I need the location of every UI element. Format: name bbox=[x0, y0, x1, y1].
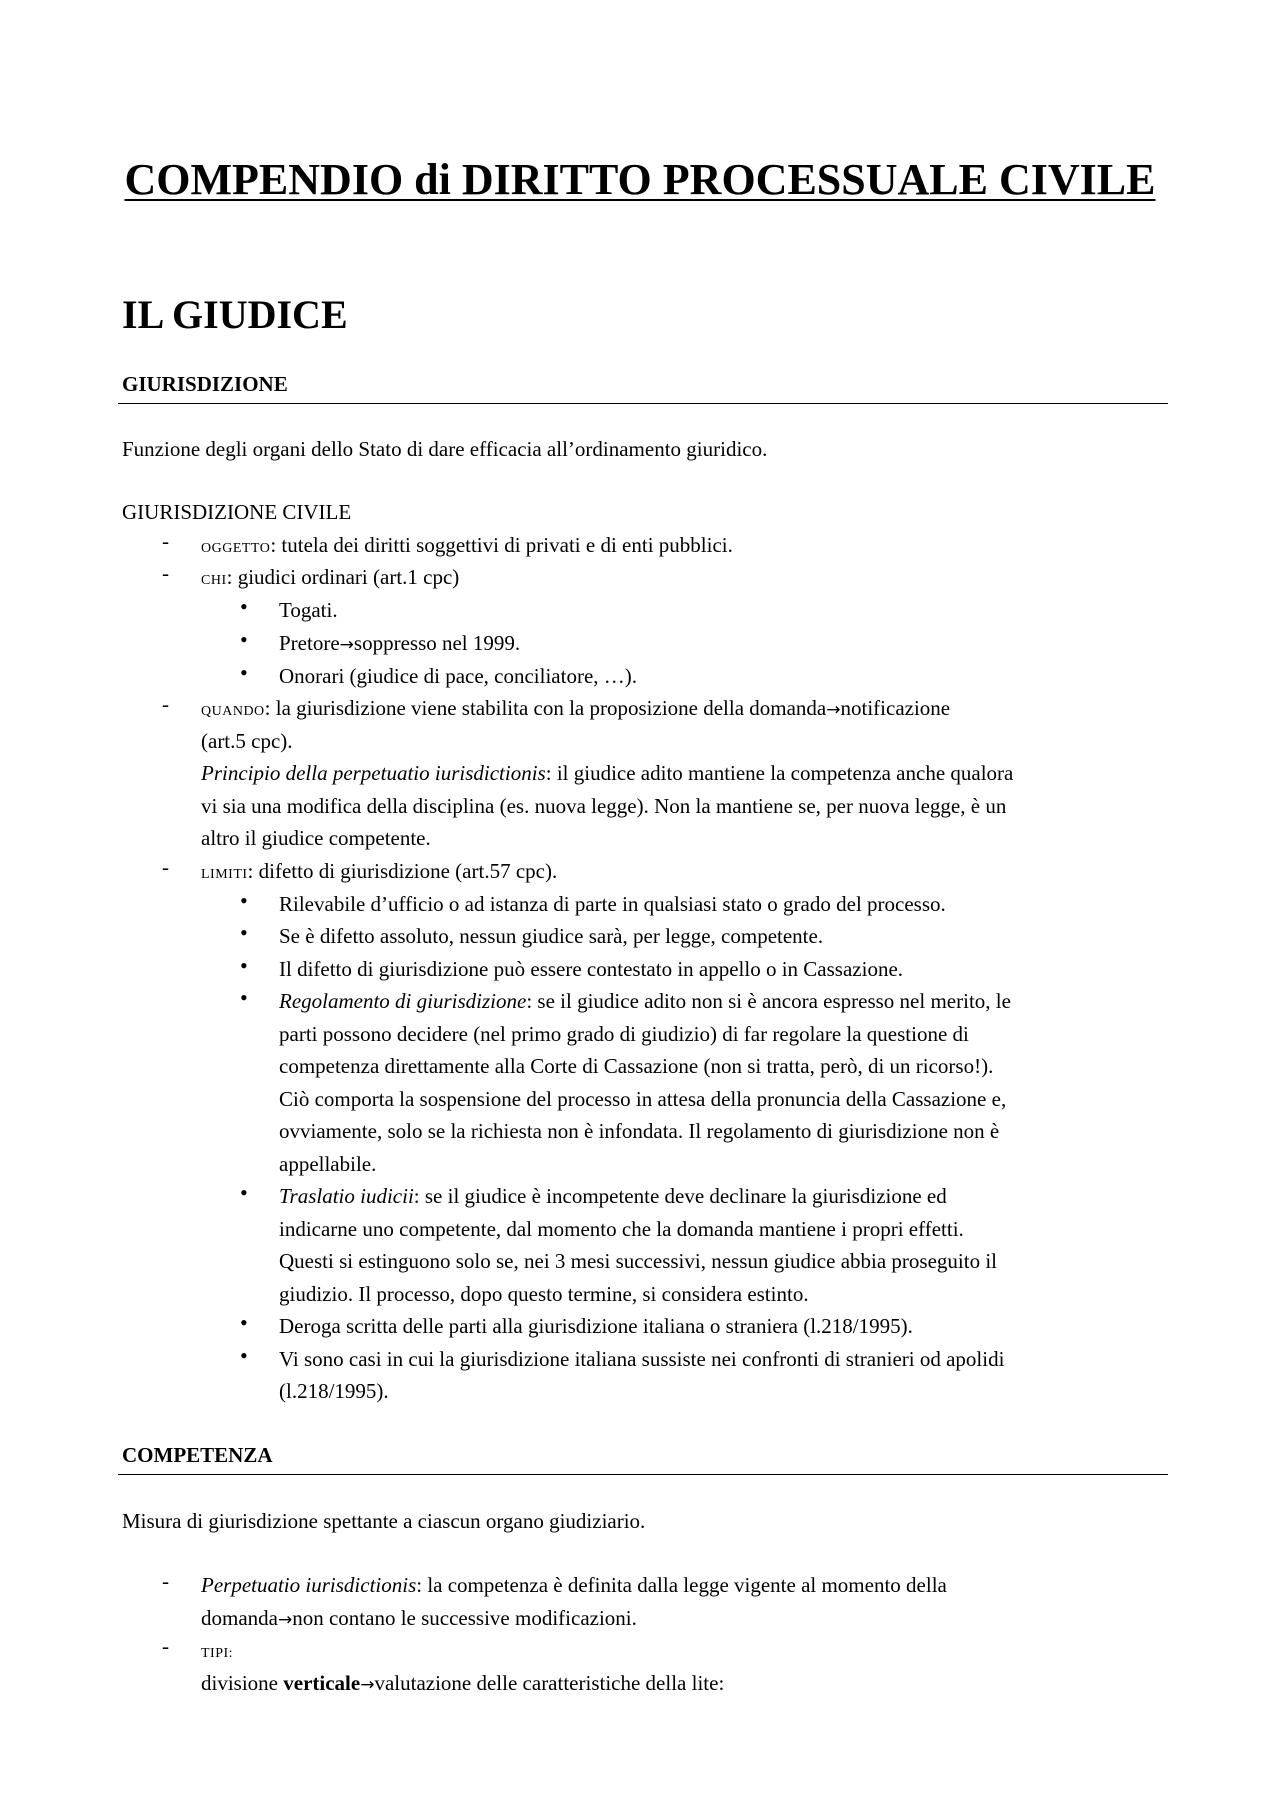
regolamento-line6: appellabile. bbox=[279, 1152, 377, 1176]
giurisdizione-civile-subheading: GIURISDIZIONE CIVILE bbox=[122, 500, 352, 524]
giurisdizione-definition: Funzione degli organi dello Stato di dare efficacia all’ordinamento giuridico. bbox=[122, 437, 768, 461]
limiti-bullet-deroga: Deroga scritta delle parti alla giurisdizione italiana o straniera (l.218/1995). bbox=[279, 1314, 913, 1338]
verticale-bold: verticale bbox=[283, 1671, 361, 1695]
limiti-bullet-stranieri-line1: Vi sono casi in cui la giurisdizione italiana sussiste nei confronti di stranieri od apolidi bbox=[279, 1347, 1005, 1371]
regolamento-line2: parti possono decidere (nel primo grado di giudizio) di far regolare la questione di bbox=[279, 1022, 969, 1046]
regolamento-line3: competenza direttamente alla Corte di Cassazione (non si tratta, però, di un ricorso!). bbox=[279, 1054, 994, 1078]
bullet: • bbox=[240, 920, 248, 945]
translatio-line2: indicarne uno competente, dal momento che la domanda mantiene i propri effetti. bbox=[279, 1217, 964, 1241]
arrow-icon: → bbox=[339, 635, 354, 655]
regolamento-line4: Ciò comporta la sospensione del processo in attesa della pronuncia della Cassazione e, bbox=[279, 1087, 1007, 1111]
chi-bullet-pretore: Pretore→soppresso nel 1999. bbox=[279, 631, 521, 655]
chi-item: CHI: giudici ordinari (art.1 cpc) bbox=[201, 565, 460, 589]
bullet: • bbox=[240, 888, 248, 913]
list-dash: - bbox=[162, 529, 169, 553]
limiti-bullet-assoluto: Se è difetto assoluto, nessun giudice sarà, per legge, competente. bbox=[279, 924, 824, 948]
list-dash: - bbox=[162, 855, 169, 879]
section-heading-competenza: COMPETENZA bbox=[118, 1443, 1168, 1475]
translatio-line1: Traslatio iudicii: se il giudice è incompetente deve declinare la giurisdizione ed bbox=[279, 1184, 947, 1208]
bullet: • bbox=[240, 953, 248, 978]
chapter-heading: IL GIUDICE bbox=[122, 292, 348, 337]
quando-line2: (art.5 cpc). bbox=[201, 729, 293, 753]
perpetuatio-label: Perpetuatio iurisdictionis bbox=[201, 1573, 417, 1597]
list-dash: - bbox=[162, 1569, 169, 1593]
regolamento-line5: ovviamente, solo se la richiesta non è infondata. Il regolamento di giurisdizione non è bbox=[279, 1119, 1000, 1143]
chi-bullet-onorari: Onorari (giudice di pace, conciliatore, …). bbox=[279, 664, 638, 688]
bullet: • bbox=[240, 1310, 248, 1335]
regolamento-line1: Regolamento di giurisdizione: se il giudice adito non si è ancora espresso nel merito, le bbox=[279, 989, 1011, 1013]
oggetto-item: OGGETTO: tutela dei diritti soggettivi di privati e di enti pubblici. bbox=[201, 533, 733, 557]
list-dash: - bbox=[162, 561, 169, 585]
translatio-line3: Questi si estinguono solo se, nei 3 mesi successivi, nessun giudice abbia proseguito il bbox=[279, 1249, 997, 1273]
bullet: • bbox=[240, 627, 248, 652]
chi-label: CHI bbox=[201, 573, 227, 588]
chi-bullet-togati: Togati. bbox=[279, 598, 338, 622]
quando-label: QUANDO bbox=[201, 704, 265, 719]
arrow-icon: → bbox=[360, 1675, 375, 1695]
limiti-bullet-appello: Il difetto di giurisdizione può essere contestato in appello o in Cassazione. bbox=[279, 957, 904, 981]
principio-line1: Principio della perpetuatio iurisdictionis: il giudice adito mantiene la competenza anche qualora bbox=[201, 761, 1014, 785]
divisione-verticale-line: divisione verticale→valutazione delle caratteristiche della lite: bbox=[201, 1671, 725, 1695]
bullet: • bbox=[240, 594, 248, 619]
section-heading-giurisdizione: GIURISDIZIONE bbox=[118, 372, 1168, 404]
bullet: • bbox=[240, 660, 248, 685]
oggetto-label: OGGETTO bbox=[201, 541, 271, 556]
principio-label: Principio della perpetuatio iurisdictionis bbox=[201, 761, 546, 785]
limiti-bullet-stranieri-line2: (l.218/1995). bbox=[279, 1379, 389, 1403]
tipi-label: TIPI: bbox=[201, 1646, 234, 1661]
limiti-label: LIMITI bbox=[201, 867, 248, 882]
regolamento-label: Regolamento di giurisdizione bbox=[279, 989, 527, 1013]
perpetuatio-line2: domanda→non contano le successive modificazioni. bbox=[201, 1606, 637, 1630]
arrow-icon: → bbox=[826, 700, 841, 720]
limiti-item: LIMITI: difetto di giurisdizione (art.57 cpc). bbox=[201, 859, 558, 883]
bullet: • bbox=[240, 1180, 248, 1205]
translatio-line4: giudizio. Il processo, dopo questo termine, si considera estinto. bbox=[279, 1282, 809, 1306]
perpetuatio-line1: Perpetuatio iurisdictionis: la competenza è definita dalla legge vigente al momento della bbox=[201, 1573, 947, 1597]
bullet: • bbox=[240, 1343, 248, 1368]
tipi-item bbox=[201, 1634, 233, 1670]
list-dash: - bbox=[162, 1634, 169, 1658]
arrow-icon: → bbox=[277, 1610, 293, 1630]
principio-line3: altro il giudice competente. bbox=[201, 826, 431, 850]
competenza-definition: Misura di giurisdizione spettante a ciascun organo giudiziario. bbox=[122, 1509, 646, 1533]
translatio-label: Traslatio iudicii bbox=[279, 1184, 414, 1208]
principio-line2: vi sia una modifica della disciplina (es. nuova legge). Non la mantiene se, per nuova legge, è un bbox=[201, 794, 1007, 818]
bullet: • bbox=[240, 985, 248, 1010]
limiti-bullet-rilevabile: Rilevabile d’ufficio o ad istanza di parte in qualsiasi stato o grado del processo. bbox=[279, 892, 946, 916]
document-title: COMPENDIO di DIRITTO PROCESSUALE CIVILE bbox=[124, 155, 1156, 204]
list-dash: - bbox=[162, 692, 169, 716]
quando-item: QUANDO: la giurisdizione viene stabilita con la proposizione della domanda→notificazione bbox=[201, 696, 951, 720]
